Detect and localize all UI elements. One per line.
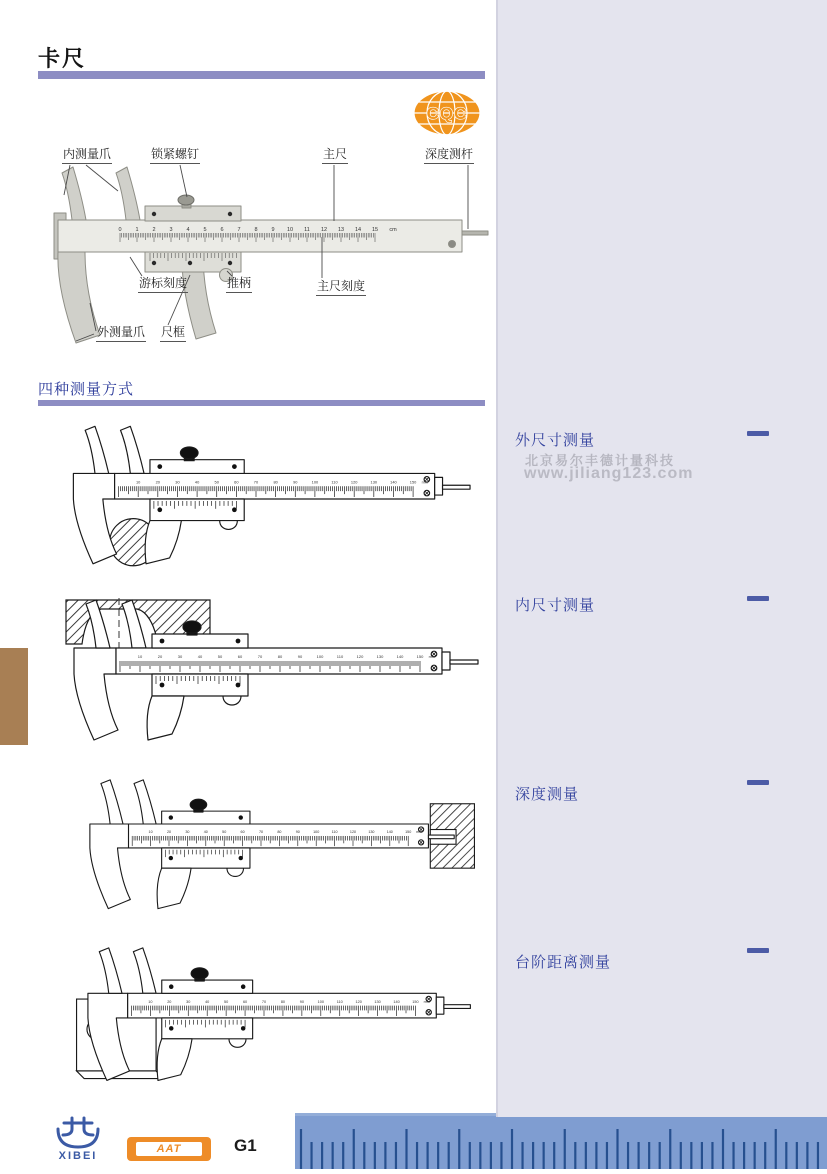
watermark-url: www.jiliang123.com <box>524 465 694 482</box>
svg-text:mm: mm <box>428 654 436 659</box>
svg-text:80: 80 <box>280 999 286 1004</box>
label-depth-measurement: 深度测量 <box>515 787 580 803</box>
svg-text:40: 40 <box>205 999 210 1004</box>
section-tab-marker <box>0 648 28 745</box>
svg-text:11: 11 <box>304 227 310 233</box>
svg-text:110: 110 <box>331 830 338 835</box>
svg-text:70: 70 <box>258 830 264 835</box>
svg-text:110: 110 <box>336 654 344 659</box>
svg-text:150: 150 <box>412 999 419 1004</box>
page-number: G1 <box>234 1136 257 1155</box>
callout-frame: 尺框 <box>160 326 186 342</box>
svg-text:90: 90 <box>297 654 303 659</box>
svg-text:110: 110 <box>336 999 343 1004</box>
svg-text:40: 40 <box>197 654 203 659</box>
svg-text:3: 3 <box>169 227 173 233</box>
svg-text:7: 7 <box>237 227 241 233</box>
svg-text:130: 130 <box>370 479 378 485</box>
callout-vernier-scale: 游标刻度 <box>138 277 188 293</box>
svg-text:120: 120 <box>350 479 358 485</box>
svg-text:50: 50 <box>222 830 227 835</box>
svg-text:60: 60 <box>237 654 243 659</box>
svg-text:70: 70 <box>253 479 259 485</box>
label-outer-measurement: 外尺寸测量 <box>515 433 596 449</box>
dash-outer <box>747 431 769 436</box>
aat-logo-text: AAT <box>156 1143 182 1155</box>
svg-text:60: 60 <box>242 999 248 1004</box>
svg-text:mm: mm <box>416 830 423 835</box>
svg-text:150: 150 <box>409 479 417 485</box>
svg-text:10: 10 <box>136 479 141 485</box>
svg-text:mm: mm <box>421 479 429 485</box>
svg-text:14: 14 <box>354 227 362 233</box>
xibei-logo-text: XIBEI <box>58 1150 98 1162</box>
svg-text:cm: cm <box>389 227 397 233</box>
svg-text:9: 9 <box>271 227 275 233</box>
svg-text:120: 120 <box>349 830 357 835</box>
svg-text:1: 1 <box>135 227 139 233</box>
svg-text:110: 110 <box>331 479 338 485</box>
section-rule <box>38 400 485 406</box>
callout-outer-jaws: 外测量爪 <box>96 326 146 342</box>
callout-inner-jaws: 内测量爪 <box>62 148 112 164</box>
svg-text:10: 10 <box>148 830 153 835</box>
footer-ruler-bar <box>295 1113 827 1169</box>
svg-text:50: 50 <box>214 479 219 485</box>
svg-text:30: 30 <box>175 479 180 485</box>
svg-text:100: 100 <box>317 999 324 1004</box>
svg-text:0: 0 <box>118 227 122 233</box>
callout-depth-rod: 深度测杆 <box>424 148 474 164</box>
xibei-logo <box>47 1116 109 1152</box>
svg-text:130: 130 <box>368 830 375 835</box>
svg-text:130: 130 <box>374 999 381 1004</box>
diagram-inner-measurement <box>40 592 480 756</box>
svg-text:13: 13 <box>337 227 345 233</box>
diagram-depth-measurement <box>40 778 482 916</box>
svg-text:150: 150 <box>405 830 412 835</box>
svg-text:80: 80 <box>277 654 283 659</box>
watermark-company: 北京易尔丰德计量科技 <box>525 453 676 468</box>
svg-text:20: 20 <box>155 479 160 485</box>
svg-text:140: 140 <box>390 479 397 485</box>
svg-text:120: 120 <box>355 999 362 1004</box>
right-panel <box>496 0 827 1117</box>
svg-text:40: 40 <box>194 479 200 485</box>
footer-ruler-ticks <box>295 1113 827 1169</box>
svg-text:8: 8 <box>254 227 258 233</box>
callout-thumb-grip: 推柄 <box>226 277 252 293</box>
cqc-logo <box>412 90 482 136</box>
section-title: 四种测量方式 <box>38 382 135 398</box>
callout-lock-screw: 锁紧螺钉 <box>150 148 200 164</box>
svg-text:100: 100 <box>311 479 319 485</box>
svg-text:150: 150 <box>416 654 424 659</box>
svg-text:80: 80 <box>273 479 278 485</box>
label-inner-measurement: 内尺寸测量 <box>515 598 596 614</box>
svg-text:10: 10 <box>148 999 153 1004</box>
svg-text:80: 80 <box>277 830 282 835</box>
dash-inner <box>747 596 769 601</box>
svg-text:10: 10 <box>137 654 143 659</box>
svg-text:4: 4 <box>186 227 190 233</box>
page-title: 卡尺 <box>38 46 87 71</box>
svg-text:60: 60 <box>234 479 239 485</box>
svg-text:90: 90 <box>293 479 298 485</box>
svg-text:20: 20 <box>167 999 172 1004</box>
svg-text:mm: mm <box>423 999 430 1004</box>
aat-logo-inner <box>136 1142 202 1156</box>
svg-text:50: 50 <box>224 999 229 1004</box>
svg-text:50: 50 <box>217 654 223 659</box>
svg-text:10: 10 <box>286 227 294 233</box>
aat-logo <box>127 1137 211 1161</box>
svg-text:100: 100 <box>316 654 324 659</box>
svg-text:70: 70 <box>257 654 263 659</box>
svg-text:40: 40 <box>203 830 208 835</box>
svg-text:140: 140 <box>393 999 400 1004</box>
diagram-outer-measurement <box>40 424 472 572</box>
label-step-measurement: 台阶距离测量 <box>515 955 612 971</box>
svg-text:60: 60 <box>240 830 245 835</box>
svg-text:30: 30 <box>177 654 183 659</box>
svg-text:15: 15 <box>371 227 379 233</box>
svg-text:120: 120 <box>356 654 364 659</box>
svg-text:30: 30 <box>185 830 190 835</box>
callout-main-scale: 主尺 <box>322 148 348 164</box>
svg-text:130: 130 <box>376 654 384 659</box>
svg-text:140: 140 <box>386 830 393 835</box>
svg-text:20: 20 <box>157 654 163 659</box>
svg-text:20: 20 <box>166 830 172 835</box>
title-rule <box>38 71 485 79</box>
svg-text:5: 5 <box>203 227 207 233</box>
svg-text:6: 6 <box>220 227 224 233</box>
svg-text:90: 90 <box>295 830 300 835</box>
svg-text:12: 12 <box>320 227 328 233</box>
cqc-logo-text: CQC <box>426 104 468 123</box>
svg-text:140: 140 <box>396 654 404 659</box>
svg-text:100: 100 <box>313 830 320 835</box>
dash-depth <box>747 780 769 785</box>
svg-text:2: 2 <box>152 227 156 233</box>
dash-step <box>747 948 769 953</box>
svg-text:70: 70 <box>261 999 267 1004</box>
diagram-step-measurement <box>40 946 488 1088</box>
svg-text:30: 30 <box>186 999 191 1004</box>
svg-text:90: 90 <box>299 999 304 1004</box>
callout-main-scale-marks: 主尺刻度 <box>316 280 366 296</box>
